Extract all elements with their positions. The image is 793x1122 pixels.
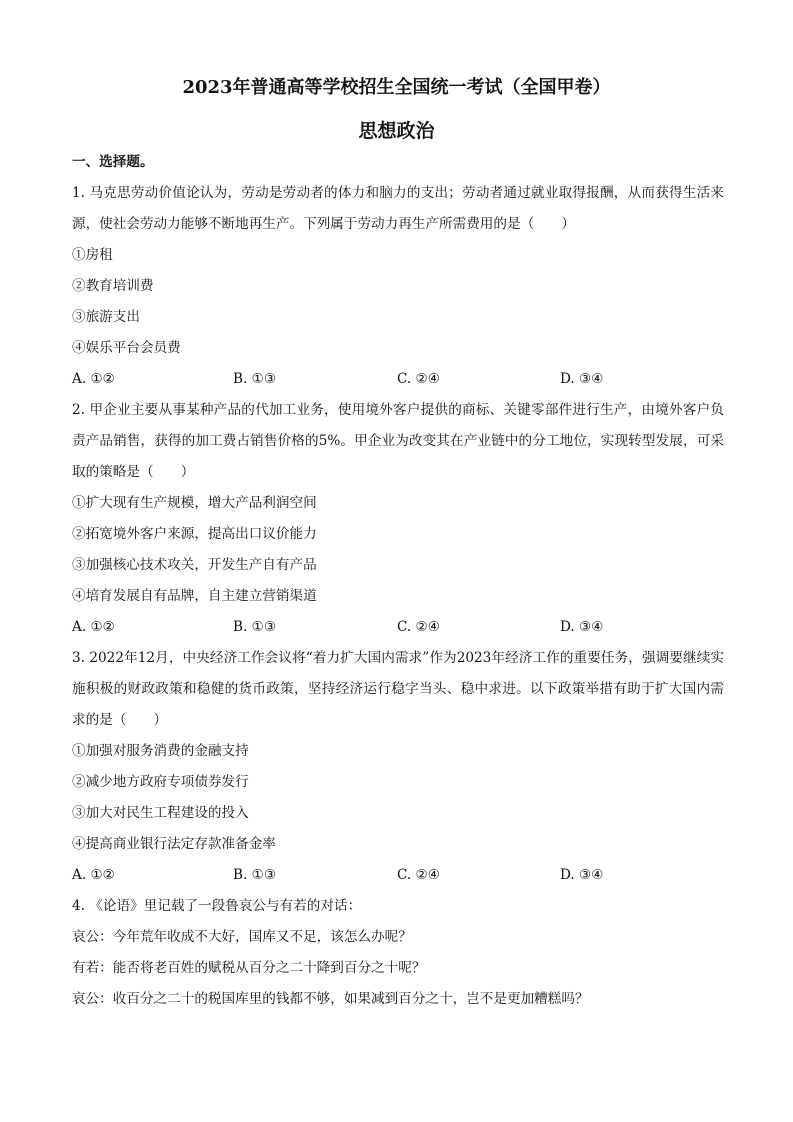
dialogue-line: 有若：能否将老百姓的赋税从百分之二十降到百分之十呢？ bbox=[72, 960, 426, 976]
option-a: A. ①② bbox=[72, 619, 115, 635]
statement-item: ③加大对民生工程建设的投入 bbox=[72, 805, 249, 821]
dialogue-line: 哀公：今年荒年收成不大好，国库又不足，该怎么办呢？ bbox=[72, 929, 412, 945]
option-d: D. ③④ bbox=[560, 371, 604, 387]
subject-title: 思想政治 bbox=[358, 120, 435, 142]
statement-item: ①加强对服务消费的金融支持 bbox=[72, 743, 249, 759]
section-heading: 一、选择题。 bbox=[72, 154, 154, 170]
statement-item: ①扩大现有生产规模，增大产品利润空间 bbox=[72, 495, 317, 511]
statement-item: ④培育发展自有品牌，自主建立营销渠道 bbox=[72, 588, 317, 604]
statement-item: ③旅游支出 bbox=[72, 309, 140, 325]
question-3 bbox=[72, 643, 724, 891]
question-stem: 3. 2022年12月，中央经济工作会议将“着力扩大国内需求”作为2023年经济工作的重要任务，强调要继续实施积极的财政政策和稳健的货币政策，坚持经济运行稳字当头、稳中求进。以下政策举措有助于扩大国内需求的是（ ） bbox=[72, 650, 724, 728]
option-b: B. ①③ bbox=[233, 371, 277, 387]
answer-options bbox=[72, 860, 724, 891]
option-c: C. ②④ bbox=[397, 867, 440, 883]
statement-item: ④提高商业银行法定存款准备金率 bbox=[72, 836, 276, 852]
question-2 bbox=[72, 395, 724, 643]
statement-item: ④娱乐平台会员费 bbox=[72, 340, 181, 356]
question-4 bbox=[72, 891, 724, 1015]
exam-title: 2023年普通高等学校招生全国统一考试（全国甲卷） bbox=[182, 77, 611, 98]
question-stem: 1. 马克思劳动价值论认为，劳动是劳动者的体力和脑力的支出；劳动者通过就业取得报酬，从而获得生活来源，使社会劳动力能够不断地再生产。下列属于劳动力再生产所需费用的是（ ） bbox=[72, 185, 724, 232]
statement-item: ③加强核心技术攻关，开发生产自有产品 bbox=[72, 557, 317, 573]
option-b: B. ①③ bbox=[233, 619, 277, 635]
statement-item: ①房租 bbox=[72, 247, 113, 263]
option-c: C. ②④ bbox=[397, 371, 440, 387]
option-b: B. ①③ bbox=[233, 867, 277, 883]
answer-options bbox=[72, 364, 724, 395]
dialogue-line: 哀公：收百分之二十的税国库里的钱都不够，如果减到百分之十，岂不是更加糟糕吗？ bbox=[72, 991, 589, 1007]
question-stem: 2. 甲企业主要从事某种产品的代加工业务，使用境外客户提供的商标、关键零部件进行生产，由境外客户负责产品销售，获得的加工费占销售价格的5%。甲企业为改变其在产业链中的分工地位，实现转型发展，可采取的策略是（ ） bbox=[72, 402, 724, 480]
question-1 bbox=[72, 178, 724, 395]
answer-options bbox=[72, 612, 724, 643]
statement-item: ②拓宽境外客户来源，提高出口议价能力 bbox=[72, 526, 317, 542]
option-d: D. ③④ bbox=[560, 619, 604, 635]
exam-content bbox=[72, 147, 724, 1015]
option-d: D. ③④ bbox=[560, 867, 604, 883]
option-c: C. ②④ bbox=[397, 619, 440, 635]
question-stem: 4. 《论语》里记载了一段鲁哀公与有若的对话： bbox=[72, 898, 362, 914]
option-a: A. ①② bbox=[72, 867, 115, 883]
statement-item: ②减少地方政府专项债券发行 bbox=[72, 774, 249, 790]
option-a: A. ①② bbox=[72, 371, 115, 387]
statement-item: ②教育培训费 bbox=[72, 278, 154, 294]
